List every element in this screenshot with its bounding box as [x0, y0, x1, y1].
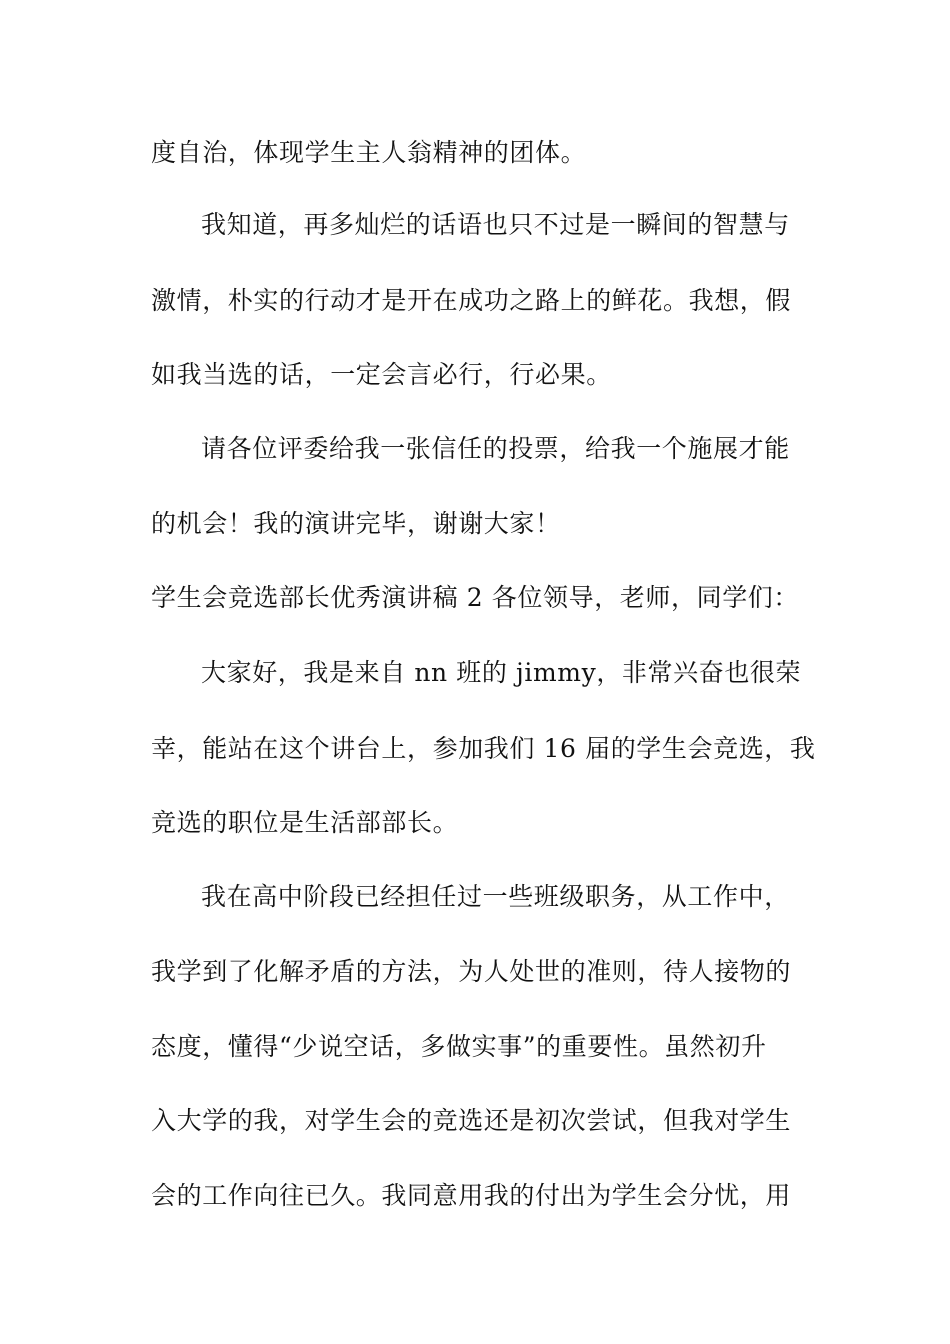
paragraph-line: 度自治，体现学生主人翁精神的团体。 [151, 138, 587, 167]
paragraph-line: 请各位评委给我一张信任的投票，给我一个施展才能 [201, 434, 790, 463]
paragraph-line: 大家好，我是来自 nn 班的 jimmy，非常兴奋也很荣 [201, 658, 802, 687]
paragraph-line: 如我当选的话，一定会言必行，行必果。 [151, 360, 612, 389]
paragraph-line: 会的工作向往已久。我同意用我的付出为学生会分忧，用 [151, 1181, 792, 1210]
section-heading-line: 学生会竞选部长优秀演讲稿 2 各位领导，老师，同学们： [151, 583, 800, 612]
paragraph-line: 我在高中阶段已经担任过一些班级职务，从工作中， [201, 882, 790, 911]
paragraph-line: 竞选的职位是生活部部长。 [151, 808, 459, 837]
paragraph-line: 的机会！我的演讲完毕，谢谢大家！ [151, 509, 561, 538]
paragraph-line: 态度，懂得“少说空话，多做实事”的重要性。虽然初升 [151, 1032, 767, 1061]
paragraph-line: 我知道，再多灿烂的话语也只不过是一瞬间的智慧与 [201, 210, 790, 239]
paragraph-line: 入大学的我，对学生会的竞选还是初次尝试，但我对学生 [151, 1106, 792, 1135]
paragraph-line: 我学到了化解矛盾的方法，为人处世的准则，待人接物的 [151, 957, 792, 986]
paragraph-line: 幸，能站在这个讲台上，参加我们 16 届的学生会竞选，我 [151, 734, 816, 763]
paragraph-line: 激情，朴实的行动才是开在成功之路上的鲜花。我想，假 [151, 286, 792, 315]
